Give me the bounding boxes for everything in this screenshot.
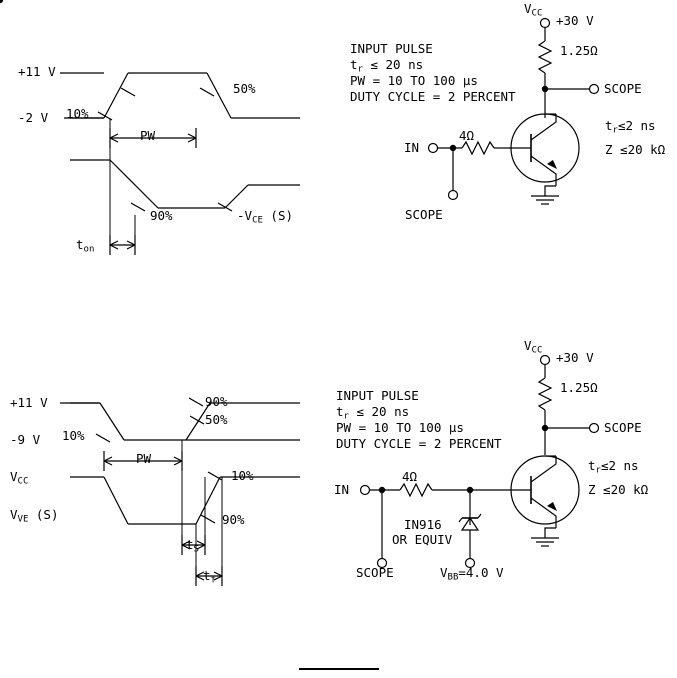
br-vbb-sub: BB — [447, 572, 459, 583]
tl-pw-label: PW — [140, 128, 156, 143]
footer-rule — [299, 668, 379, 670]
tr-spec-sub: r — [612, 125, 618, 136]
br-spec-tail: ≤2 ns — [600, 458, 639, 473]
tl-90pct-label: 90% — [150, 208, 173, 223]
bl-vve-sub: VE — [17, 514, 29, 525]
bl-90pct-bottom-label: 90% — [222, 512, 245, 527]
br-in-label: IN — [334, 482, 350, 497]
bl-ts-label — [186, 538, 199, 555]
br-scope-right-label: SCOPE — [604, 420, 642, 435]
tl-50pct-label: 50% — [233, 81, 256, 96]
bl-tf-main: t — [203, 568, 211, 583]
tl-vce-sat-sub: CE — [252, 215, 263, 226]
tr-note-tr-sub: r — [357, 64, 363, 75]
tr-spec-tail: ≤2 ns — [617, 118, 656, 133]
br-supply-label: +30 V — [556, 350, 594, 365]
br-rbase-label: 4Ω — [402, 469, 418, 484]
br-note-tr-tail: ≤ 20 ns — [348, 404, 410, 419]
br-note-tr-main: t — [336, 404, 344, 419]
tr-vcc-sub: CC — [531, 8, 543, 19]
tl-v-low-label: -2 V — [18, 110, 49, 125]
br-scope-spec-label — [588, 459, 639, 476]
br-vcc-label — [524, 339, 542, 356]
bl-vve-tail: (S) — [28, 507, 59, 522]
tl-ton-sub: on — [83, 244, 95, 255]
bl-ts-main: t — [186, 537, 194, 552]
tr-note-line3: PW = 10 TO 100 µs — [350, 73, 478, 88]
bl-vcc-sub: CC — [17, 476, 29, 487]
tl-ton-main: t — [76, 237, 84, 252]
br-vbb-label — [440, 566, 504, 583]
bl-50pct-label: 50% — [205, 412, 228, 427]
br-vbb-tail: =4.0 V — [458, 565, 504, 580]
tl-vce-sat-main: -V — [237, 208, 253, 223]
tl-vce-sat-label — [237, 209, 293, 226]
bl-vve-label — [10, 508, 58, 525]
tr-impedance-label: Z ≤20 kΩ — [605, 142, 666, 157]
tr-supply-label: +30 V — [556, 13, 594, 28]
bl-tf-sub: f — [210, 575, 216, 586]
br-scope-left-label: SCOPE — [356, 565, 394, 580]
tr-spec-main: t — [605, 118, 613, 133]
tr-vcc-label — [524, 2, 542, 19]
br-vbb-main: V — [440, 565, 448, 580]
br-vcc-sub: CC — [531, 345, 543, 356]
br-note-line1: INPUT PULSE — [336, 388, 419, 403]
tr-rtop-label: 1.25Ω — [560, 43, 598, 58]
tr-scope-spec-label — [605, 119, 656, 136]
tr-note-tr-tail: ≤ 20 ns — [362, 57, 424, 72]
tr-note-line1: INPUT PULSE — [350, 41, 433, 56]
tr-vcc-main: V — [524, 1, 532, 16]
bl-tf-label — [203, 569, 216, 586]
bl-v-high-label: +11 V — [10, 395, 48, 410]
tr-scope-left-label: SCOPE — [405, 207, 443, 222]
br-diode-line1: IN916 — [404, 517, 442, 532]
bl-90pct-top-label: 90% — [205, 394, 228, 409]
bl-10pct-left-label: 10% — [62, 428, 85, 443]
tr-in-label: IN — [404, 140, 420, 155]
tl-ton-label — [76, 238, 94, 255]
tr-note-tr-main: t — [350, 57, 358, 72]
tr-scope-right-label: SCOPE — [604, 81, 642, 96]
br-spec-main: t — [588, 458, 596, 473]
br-diode-line2: OR EQUIV — [392, 532, 453, 547]
br-spec-sub: r — [595, 465, 601, 476]
tl-vce-sat-tail: (S) — [262, 208, 294, 223]
bl-v-low-label: -9 V — [10, 432, 41, 447]
tr-note-line4: DUTY CYCLE = 2 PERCENT — [350, 89, 516, 104]
bl-vcc-label — [10, 470, 28, 487]
bl-vcc-main: V — [10, 469, 18, 484]
br-impedance-label: Z ≤20 kΩ — [588, 482, 649, 497]
bl-10pct-right-label: 10% — [231, 468, 254, 483]
bl-vve-main: V — [10, 507, 18, 522]
br-note-line4: DUTY CYCLE = 2 PERCENT — [336, 436, 502, 451]
br-vcc-main: V — [524, 338, 532, 353]
tr-rbase-label: 4Ω — [459, 128, 475, 143]
br-note-tr-sub: r — [343, 411, 349, 422]
bl-pw-label: PW — [136, 451, 152, 466]
tl-v-high-label: +11 V — [18, 64, 56, 79]
bl-ts-sub: S — [193, 544, 199, 555]
br-note-line3: PW = 10 TO 100 µs — [336, 420, 464, 435]
br-rtop-label: 1.25Ω — [560, 380, 598, 395]
tl-10pct-label: 10% — [66, 106, 89, 121]
